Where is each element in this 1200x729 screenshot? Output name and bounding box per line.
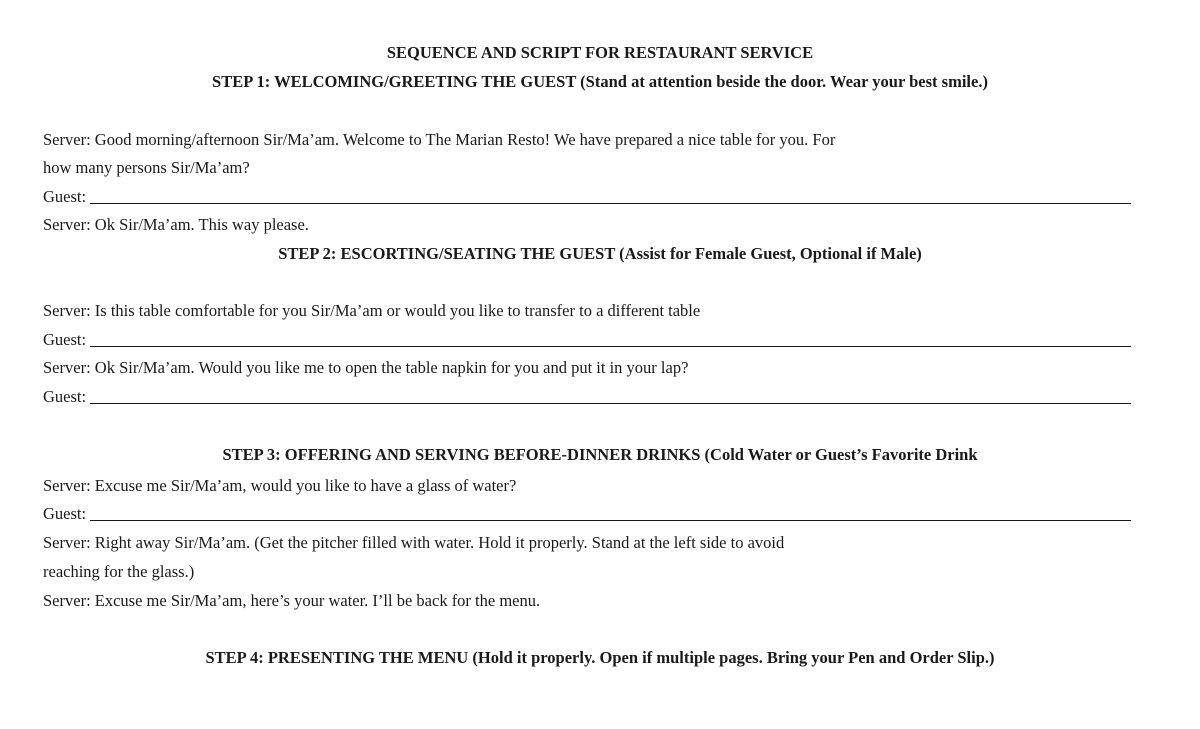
step2-server-line-2: Server: Ok Sir/Ma’am. Would you like me to open the table napkin for you and put it in your lap? [43,358,689,377]
step3-server-line-2a: Server: Right away Sir/Ma’am. (Get the pitcher filled with water. Hold it properly. Stand at the left side to avoid [43,533,785,552]
guest-label: Guest: [43,504,87,523]
step3-server-line-3: Server: Excuse me Sir/Ma’am, here’s your water. I’ll be back for the menu. [43,591,541,610]
guest-label: Guest: [43,387,87,406]
step3-guest-response-row [43,504,1131,524]
step3-server-line-2b: reaching for the glass.) [43,562,195,581]
step2-guest-response-row-2 [43,387,1131,407]
step3-server-line-1: Server: Excuse me Sir/Ma’am, would you like to have a glass of water? [43,476,517,495]
step2-server-line-1: Server: Is this table comfortable for you Sir/Ma’am or would you like to transfer to a different table [43,301,701,320]
guest-response-blank-line [90,189,1131,204]
guest-response-blank-line [90,389,1131,404]
step1-guest-response-row [43,187,1131,207]
document-title: SEQUENCE AND SCRIPT FOR RESTAURANT SERVICE [386,43,814,62]
step1-server-line-1b: how many persons Sir/Ma’am? [43,158,250,177]
step1-server-line-1a: Server: Good morning/afternoon Sir/Ma’am. Welcome to The Marian Resto! We have prepared a nice table for you. For [43,130,836,149]
guest-response-blank-line [90,506,1131,521]
guest-response-blank-line [90,332,1131,347]
step3-heading: STEP 3: OFFERING AND SERVING BEFORE-DINNER DRINKS (Cold Water or Guest’s Favorite Drink [222,445,978,464]
guest-label: Guest: [43,330,87,349]
guest-label: Guest: [43,187,87,206]
step1-heading: STEP 1: WELCOMING/GREETING THE GUEST (Stand at attention beside the door. Wear your best smile.) [212,72,988,91]
step1-server-line-2: Server: Ok Sir/Ma’am. This way please. [43,215,309,234]
step2-guest-response-row-1 [43,330,1131,350]
step4-heading: STEP 4: PRESENTING THE MENU (Hold it properly. Open if multiple pages. Bring your Pen and Order Slip.) [205,648,995,667]
step2-heading: STEP 2: ESCORTING/SEATING THE GUEST (Assist for Female Guest, Optional if Male) [278,244,922,263]
